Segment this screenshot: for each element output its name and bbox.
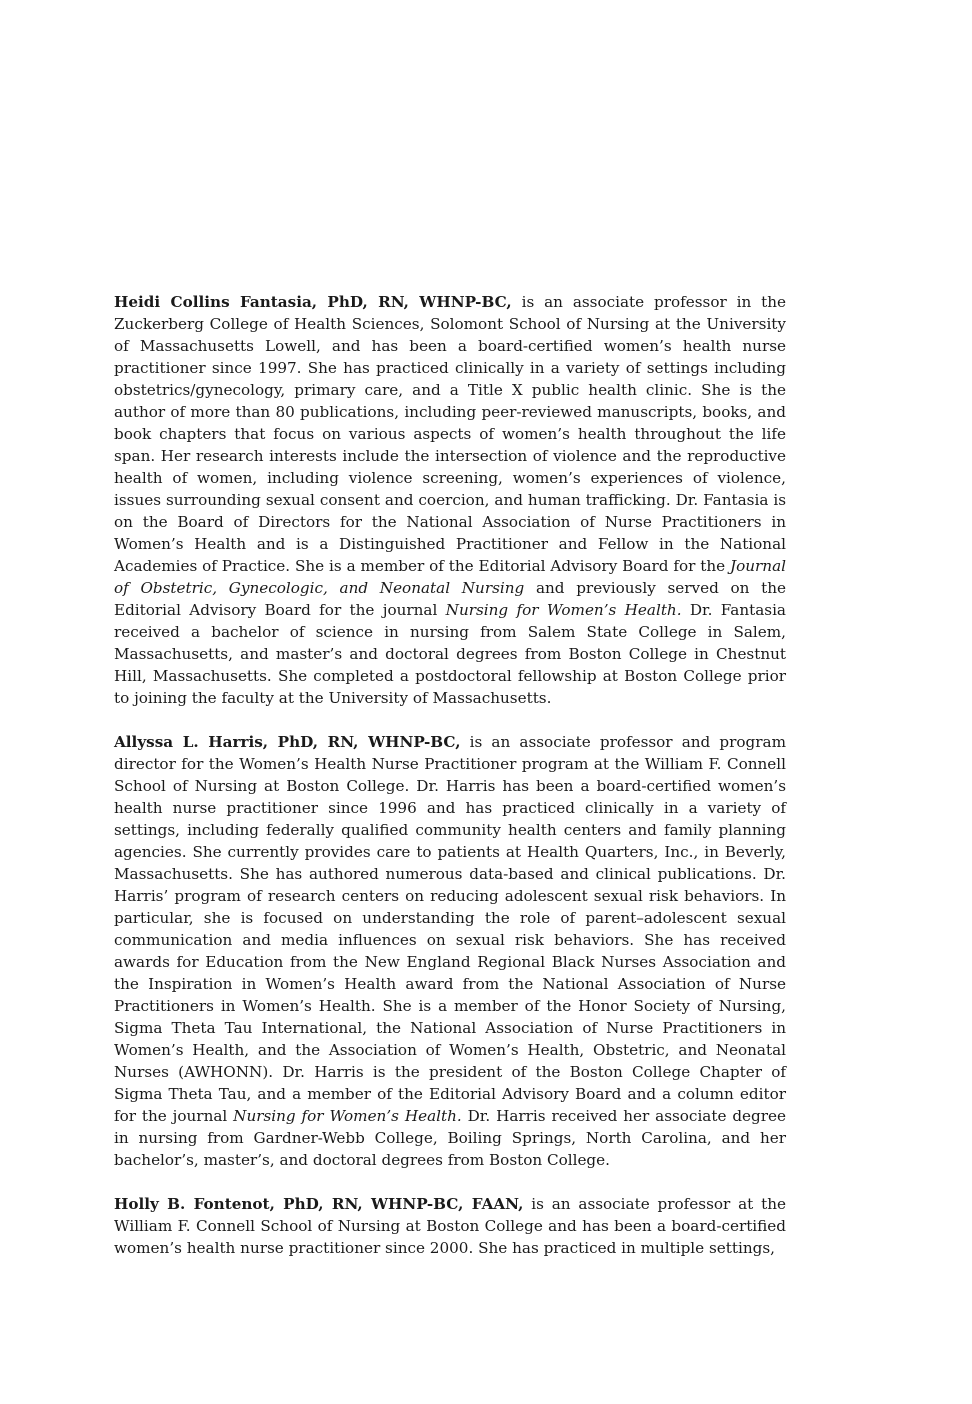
- bio-name: Allyssa L. Harris, PhD, RN, WHNP-BC,: [114, 733, 461, 751]
- bio-text: Dr. Fantasia received a bachelor of science in nursing from Salem State College in Salem, Massachusetts, and master’s and doctoral degrees from Boston College in Chestnut Hill, Massachusetts. She completed a postdoctoral fellowship at Boston College prior to joining the faculty at the University of Massachusetts.: [114, 601, 786, 707]
- bio-text: is an associate professor at the William F. Connell School of Nursing at Boston College and has been a board-certified women’s health nurse practitioner since 2000. She has practiced in multiple settings,: [114, 1195, 786, 1257]
- bio-fontenot: [114, 1193, 786, 1259]
- bio-name: Heidi Collins Fantasia, PhD, RN, WHNP-BC,: [114, 293, 512, 311]
- bio-name: Holly B. Fontenot, PhD, RN, WHNP-BC, FAAN,: [114, 1195, 524, 1213]
- journal-title: Nursing for Women’s Health.: [233, 1107, 462, 1125]
- page-content: [114, 291, 786, 1281]
- bio-fantasia: [114, 291, 786, 709]
- bio-harris: [114, 731, 786, 1171]
- journal-title: Nursing for Women’s Health.: [445, 601, 682, 619]
- bio-text: is an associate professor and program director for the Women’s Health Nurse Practitioner program at the William F. Connell School of Nursing at Boston College. Dr. Harris has been a board-certified women’s health nurse practitioner since 1996 and has practiced clinically in a variety of settings, including federally qualified community health centers and family planning agencies. She currently provides care to patients at Health Quarters, Inc., in Beverly, Massachusetts. She has authored numerous data-based and clinical publications. Dr. Harris’ program of research centers on reducing adolescent sexual risk behaviors. In particular, she is focused on understanding the role of parent–adolescent sexual communication and media influences on sexual risk behaviors. She has received awards for Education from the New England Regional Black Nurses Association and the Inspiration in Women’s Health award from the National Association of Nurse Practitioners in Women’s Health. She is a member of the Honor Society of Nursing, Sigma Theta Tau International, the National Association of Nurse Practitioners in Women’s Health, and the Association of Women’s Health, Obstetric, and Neonatal Nurses (AWHONN). Dr. Harris is the president of the Boston College Chapter of Sigma Theta Tau, and a member of the Editorial Advisory Board and a column editor for the journal: [114, 733, 786, 1125]
- bio-text: is an associate professor in the Zuckerberg College of Health Sciences, Solomont School of Nursing at the University of Massachusetts Lowell, and has been a board-certified women’s health nurse practitioner since 1997. She has practiced clinically in a variety of settings including obstetrics/gynecology, primary care, and a Title X public health clinic. She is the author of more than 80 publications, including peer-reviewed manuscripts, books, and book chapters that focus on various aspects of women’s health throughout the life span. Her research interests include the intersection of violence and the reproductive health of women, including violence screening, women’s experiences of violence, issues surrounding sexual consent and coercion, and human trafficking. Dr. Fantasia is on the Board of Directors for the National Association of Nurse Practitioners in Women’s Health and is a Distinguished Practitioner and Fellow in the National Academies of Practice. She is a member of the Editorial Advisory Board for the: [114, 293, 786, 575]
- bio-text: and previously served on the Editorial Advisory Board for the journal: [114, 579, 786, 619]
- journal-title: Journal of Obstetric, Gynecologic, and Neonatal Nursing: [114, 557, 786, 597]
- bio-text: Dr. Harris received her associate degree in nursing from Gardner-Webb College, Boiling Springs, North Carolina, and her bachelor’s, master’s, and doctoral degrees from Boston College.: [114, 1107, 786, 1169]
